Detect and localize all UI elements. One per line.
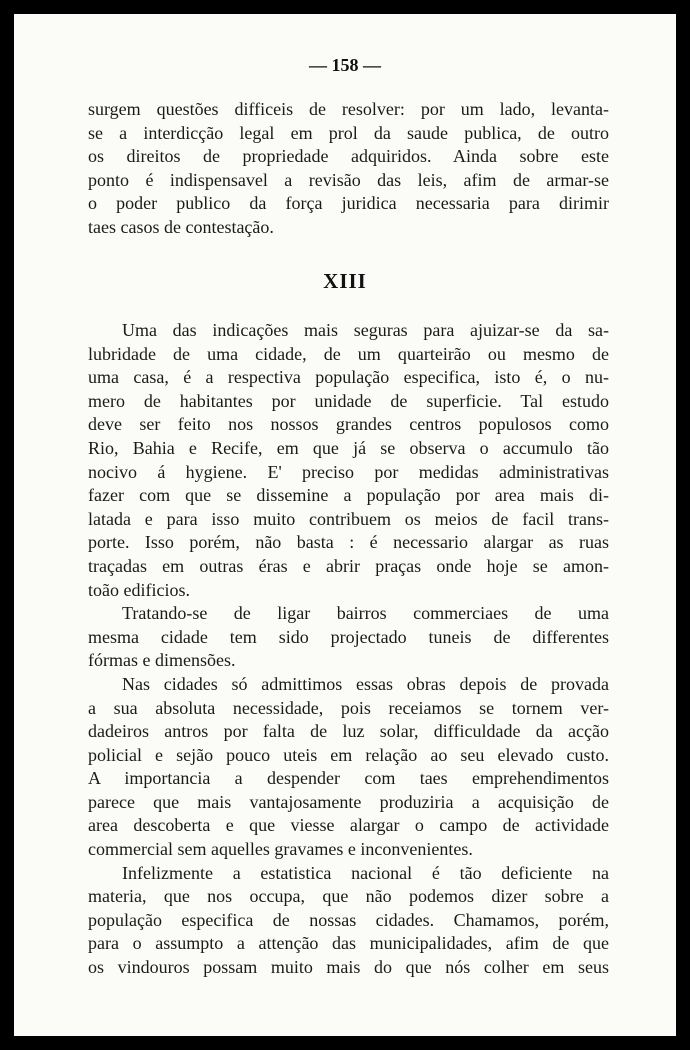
text-line: Uma das indicações mais seguras para ajuizar-se da sa-	[122, 320, 609, 340]
book-page	[14, 14, 676, 1036]
text-line: população especifica de nossas cidades. Chamamos, porém,	[88, 909, 609, 930]
paragraph-1	[88, 319, 609, 980]
text-line: lubridade de uma cidade, de um quarteirão ou mesmo de	[88, 343, 609, 364]
text-line: para o assumpto a attenção das municipalidades, afim de que	[88, 933, 609, 954]
text-line: mero de habitantes por unidade de superficie. Tal estudo	[88, 390, 609, 411]
text-line: fórmas e dimensões.	[88, 650, 236, 671]
text-line: surgem questões difficeis de resolver: por um lado, levanta-	[88, 99, 609, 119]
text-line: uma casa, é a respectiva população especifica, isto é, o nu-	[88, 367, 609, 388]
section-heading: XIII	[323, 269, 367, 293]
text-line: parece que mais vantajosamente produziria a acquisição de	[88, 791, 609, 812]
text-line: Rio, Bahia e Recife, em que já se observa o accumulo tão	[88, 437, 609, 458]
text-line: policial e sejão pouco uteis em relação ao seu elevado custo.	[88, 744, 609, 765]
text-line: porte. Isso porém, não basta : é necessario alargar as ruas	[88, 532, 609, 553]
text-line: Nas cidades só admittimos essas obras depois de provada	[122, 673, 609, 694]
text-line: commercial sem aquelles gravames e inconvenientes.	[88, 839, 473, 860]
text-line: Tratando-se de ligar bairros commerciaes de uma	[122, 603, 609, 624]
text-line: Infelizmente a estatistica nacional é tão deficiente na	[122, 862, 609, 883]
text-line: fazer com que se dissemine a população por area mais di-	[88, 485, 609, 506]
page-number: — 158 —	[309, 55, 381, 75]
text-line: a sua absoluta necessidade, pois receiamos se tornem ver-	[88, 697, 609, 718]
text-line: deve ser feito nos nossos grandes centros populosos como	[88, 414, 609, 435]
text-line: materia, que nos occupa, que não podemos dizer sobre a	[88, 886, 609, 907]
text-line: traçadas em outras éras e abrir praças onde hoje se amon-	[88, 555, 609, 576]
text-line: o poder publico da força juridica necessaria para dirimir	[88, 193, 609, 214]
text-line: latada e para isso muito contribuem os meios de facil trans-	[88, 508, 609, 529]
text-line: se a interdicção legal em prol da saude publica, de outro	[88, 122, 609, 143]
text-line: area descoberta e que viesse alargar o campo de actividade	[88, 815, 609, 836]
text-line: ponto é indispensavel a revisão das leis, afim de armar-se	[88, 169, 609, 190]
text-line: A importancia a despender com taes emprehendimentos	[88, 768, 609, 789]
text-line: toão edificios.	[88, 579, 190, 600]
text-line: mesma cidade tem sido projectado tuneis de differentes	[88, 626, 609, 647]
intro-paragraph	[88, 98, 609, 240]
text-line: os vindouros possam muito mais do que nós colher em seus	[88, 957, 609, 978]
text-line: taes casos de contestação.	[88, 216, 274, 237]
text-line: dadeiros antros por falta de luz solar, difficuldade da acção	[88, 721, 609, 742]
text-line: os direitos de propriedade adquiridos. Ainda sobre este	[88, 146, 609, 167]
text-line: nocivo á hygiene. E' preciso por medidas administrativas	[88, 461, 609, 482]
